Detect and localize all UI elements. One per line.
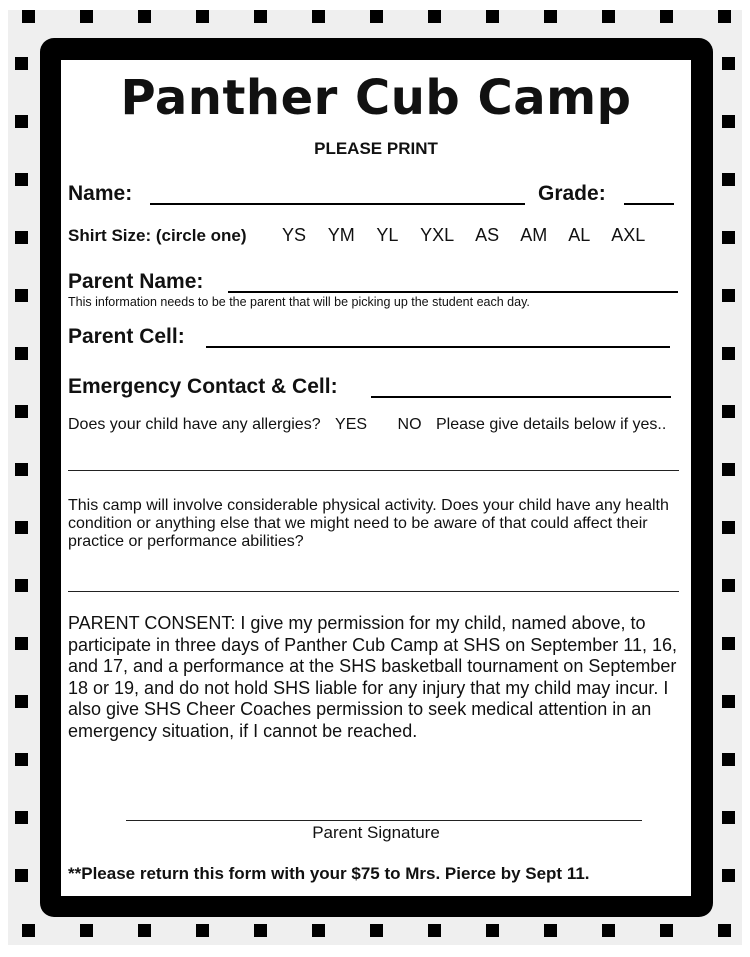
shirt-size-option[interactable]: YXL [420,225,455,245]
border-dot [722,521,735,534]
name-field[interactable] [150,203,525,205]
shirt-size-option[interactable]: AXL [611,225,646,245]
allergy-yes-option[interactable]: YES [335,416,368,433]
border-dot [722,57,735,70]
shirt-size-option[interactable]: AL [568,225,591,245]
border-dot [660,924,673,937]
emergency-contact-field[interactable] [371,396,671,398]
parent-note: This information needs to be the parent that will be picking up the student each day. [68,295,530,309]
border-dot [722,753,735,766]
allergy-question [68,416,666,434]
shirt-size-label: Shirt Size: (circle one) [68,226,247,245]
grade-field[interactable] [624,203,674,205]
allergy-details-line[interactable] [68,470,679,471]
border-dot [15,637,28,650]
border-dot [22,924,35,937]
border-dot [722,463,735,476]
border-dot [428,10,441,23]
border-dot [428,924,441,937]
please-print-label: PLEASE PRINT [314,139,438,158]
border-dot [80,924,93,937]
border-dot [370,924,383,937]
allergy-details-prompt: Please give details below if yes.. [435,416,667,433]
border-dot [722,695,735,708]
shirt-size-option[interactable]: YL [376,225,399,245]
health-question: This camp will involve considerable physical activity. Does your child have any health condition or anything else that we might need to be aware of that could affect their practice or performance abilities? [68,497,669,550]
allergy-no-option[interactable]: NO [397,416,422,433]
border-dot [602,10,615,23]
shirt-size-options [282,225,662,246]
border-dot [138,10,151,23]
border-dot [80,10,93,23]
border-dot [15,695,28,708]
parent-consent: PARENT CONSENT: I give my permission for my child, named above, to participate in three days of Panther Cub Camp at SHS on September 11, 16, and 17, and a performance at the SHS basketball tournament on September 18 or 19, and do not hold SHS liable for any injury that my child may incur. I also give SHS Cheer Coaches permission to seek medical attention in an emergency situation, if I cannot be reached. [68,613,678,741]
border-dot [15,521,28,534]
border-dot [722,231,735,244]
border-dot [15,347,28,360]
border-dot [15,115,28,128]
border-dot [722,637,735,650]
shirt-size-option[interactable]: AS [475,225,500,245]
parent-name-field[interactable] [228,291,678,293]
parent-name-label: Parent Name: [68,270,204,293]
border-dot [718,10,731,23]
border-dot [602,924,615,937]
border-dot [722,289,735,302]
border-dot [722,173,735,186]
border-dot [15,811,28,824]
form-title: Panther Cub Camp [120,70,632,126]
border-dot [370,10,383,23]
border-dot [722,579,735,592]
border-dot [312,924,325,937]
border-dot [486,924,499,937]
border-dot [15,579,28,592]
border-dot [196,10,209,23]
border-dot [15,869,28,882]
border-dot [15,289,28,302]
signature-line[interactable] [126,820,642,821]
emergency-contact-label: Emergency Contact & Cell: [68,375,338,398]
border-dot [722,869,735,882]
border-dot [15,463,28,476]
border-dot [718,924,731,937]
border-dot [196,924,209,937]
parent-cell-field[interactable] [206,346,670,348]
border-dot [544,10,557,23]
border-dot [544,924,557,937]
border-dot [660,10,673,23]
shirt-size-option[interactable]: YM [327,225,355,245]
parent-cell-label: Parent Cell: [68,325,185,348]
allergy-question-text: Does your child have any allergies? [68,416,321,433]
border-dot [22,10,35,23]
border-dot [138,924,151,937]
border-dot [312,10,325,23]
border-dot [722,811,735,824]
border-dot [486,10,499,23]
border-dot [15,57,28,70]
border-dot [722,115,735,128]
health-details-line[interactable] [68,591,679,592]
border-dot [15,753,28,766]
signature-label: Parent Signature [312,823,440,842]
name-label: Name: [68,182,133,205]
border-dot [722,347,735,360]
grade-label: Grade: [538,182,606,205]
border-dot [15,231,28,244]
return-instructions: **Please return this form with your $75 to Mrs. Pierce by Sept 11. [68,864,590,883]
border-dot [254,10,267,23]
border-dot [722,405,735,418]
border-dot [254,924,267,937]
shirt-size-option[interactable]: YS [282,225,307,245]
border-dot [15,405,28,418]
border-dot [15,173,28,186]
shirt-size-option[interactable]: AM [520,225,548,245]
